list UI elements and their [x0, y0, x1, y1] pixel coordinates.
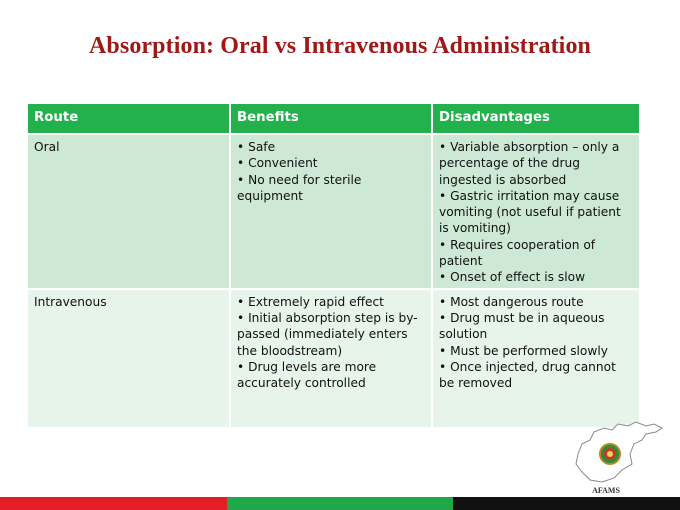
disadvantage-item: • Once injected, drug cannot be removed [439, 359, 634, 392]
afghanistan-map-emblem-icon [572, 414, 664, 486]
route-cell: Oral [28, 134, 230, 289]
header-disadvantages: Disadvantages [432, 104, 639, 134]
disadvantage-item: • Gastric irritation may cause vomiting (not useful if patient is vomiting) [439, 188, 634, 237]
table-row [28, 134, 639, 289]
disadvantage-item: • Requires cooperation of patient [439, 237, 634, 270]
benefit-item: • No need for sterile equipment [237, 172, 426, 205]
disadvantage-item: • Drug must be in aqueous solution [439, 310, 634, 343]
table-row [28, 289, 639, 427]
footer-green-segment [227, 497, 454, 510]
benefit-item: • Extremely rapid effect [237, 294, 426, 310]
disadvantage-item: • Must be performed slowly [439, 343, 634, 359]
footer-color-bar [0, 497, 680, 510]
benefits-cell [230, 134, 432, 289]
benefits-cell [230, 289, 432, 427]
disadvantages-cell [432, 134, 639, 289]
footer-black-segment [453, 497, 680, 510]
slide-title: Absorption: Oral vs Intravenous Administration [89, 33, 591, 59]
table-header-row [28, 104, 639, 134]
disadvantage-item: • Most dangerous route [439, 294, 634, 310]
disadvantage-item: • Variable absorption – only a percentage of the drug ingested is absorbed [439, 139, 634, 188]
benefit-item: • Initial absorption step is by-passed (immediately enters the bloodstream) [237, 310, 426, 359]
benefit-item: • Convenient [237, 155, 426, 171]
header-benefits: Benefits [230, 104, 432, 134]
route-cell: Intravenous [28, 289, 230, 427]
footer-red-segment [0, 497, 227, 510]
logo-label: AFAMS [592, 486, 620, 495]
benefit-item: • Drug levels are more accurately controlled [237, 359, 426, 392]
disadvantage-item: • Onset of effect is slow [439, 269, 634, 285]
comparison-table [28, 104, 639, 427]
disadvantages-cell [432, 289, 639, 427]
benefit-item: • Safe [237, 139, 426, 155]
header-route: Route [28, 104, 230, 134]
